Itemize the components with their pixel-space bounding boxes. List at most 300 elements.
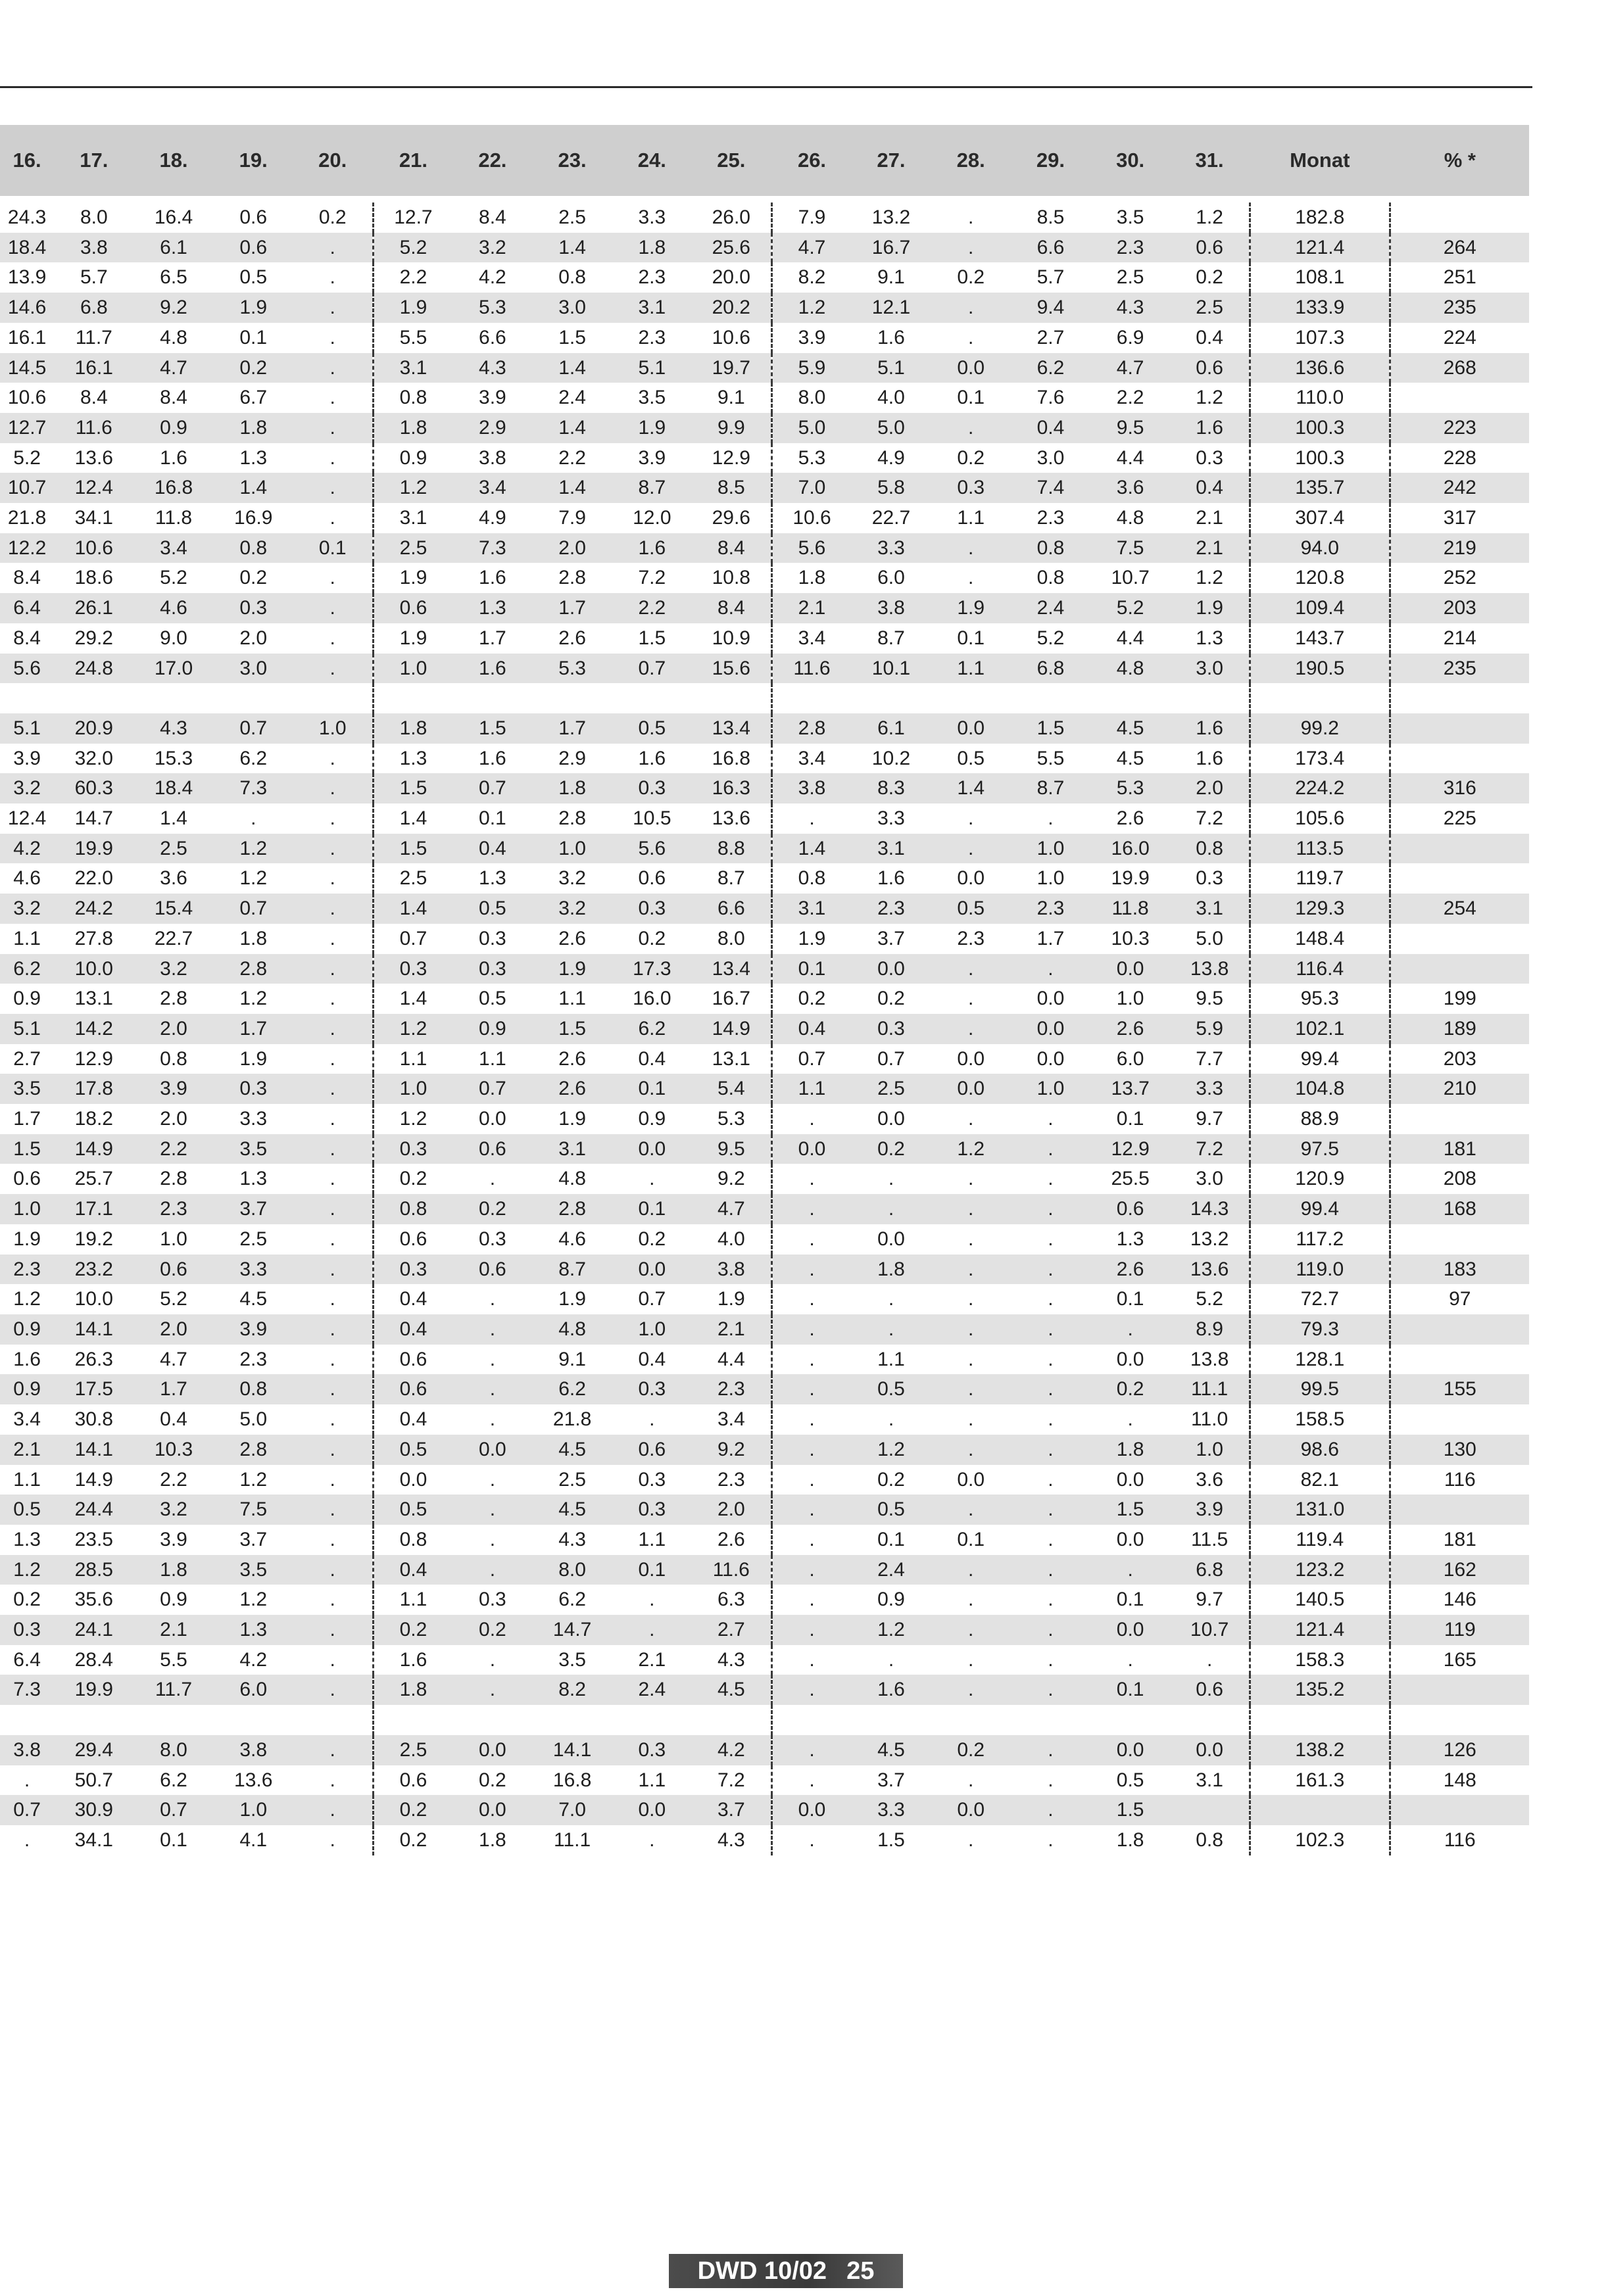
table-cell: 14.1: [533, 1735, 612, 1765]
table-cell: .: [809, 1288, 815, 1310]
table-cell: 8.4: [692, 533, 771, 563]
table-row: [0, 563, 1529, 593]
table-cell: 4.5: [851, 1735, 931, 1765]
table-cell: .: [1048, 1288, 1054, 1310]
page-number: 25: [846, 2257, 875, 2285]
column-header: 23.: [533, 125, 612, 199]
table-cell: .: [931, 533, 1011, 563]
table-cell: 14.9: [74, 1468, 113, 1491]
table-cell: .: [809, 1528, 815, 1550]
table-cell: 7.3: [0, 1675, 54, 1705]
table-cell: 119.0: [1250, 1255, 1390, 1285]
table-cell: 0.8: [399, 1528, 427, 1550]
table-cell: 14.9: [54, 1134, 134, 1164]
table-cell: 0.1: [612, 1074, 692, 1104]
table-cell: 0.6: [399, 1769, 427, 1791]
table-row: [0, 593, 1529, 623]
table-cell: .: [809, 1408, 815, 1431]
table-cell: 3.8: [771, 773, 851, 803]
table-cell: 12.9: [692, 443, 771, 473]
table-cell: [134, 1705, 213, 1735]
table-cell: 2.3: [638, 266, 666, 289]
table-cell: 1.6: [1170, 413, 1250, 443]
table-row: [0, 1345, 1529, 1375]
table-cell: [1390, 683, 1529, 713]
table-cell: .: [293, 293, 373, 323]
table-cell: .: [1048, 1108, 1054, 1130]
table-cell: 7.6: [1036, 387, 1065, 409]
table-cell: .: [931, 834, 1011, 864]
table-cell: 4.6: [13, 867, 41, 890]
table-cell: .: [1011, 954, 1090, 984]
table-cell: 108.1: [1250, 262, 1390, 293]
column-header: 19.: [214, 125, 293, 199]
table-cell: 2.5: [1116, 266, 1144, 289]
table-cell: 0.2: [214, 353, 293, 383]
table-row: [0, 654, 1529, 684]
table-cell: .: [452, 1314, 532, 1345]
table-cell: .: [293, 954, 373, 984]
table-cell: 146: [1443, 1589, 1476, 1611]
table-cell: 181: [1443, 1528, 1476, 1550]
table-cell: 168: [1390, 1194, 1529, 1224]
table-cell: 4.3: [692, 1645, 771, 1675]
table-cell: 22.7: [871, 507, 911, 529]
table-cell: 0.3: [638, 1468, 666, 1491]
table-cell: 13.9: [7, 266, 47, 289]
table-cell: 1.2: [399, 1108, 427, 1130]
table-cell: 4.6: [558, 1228, 586, 1250]
table-cell: 0.0: [1116, 1468, 1144, 1491]
table-cell: 0.0: [957, 1047, 985, 1070]
table-row: [0, 623, 1529, 654]
table-row: [0, 1495, 1529, 1525]
table-cell: .: [851, 1314, 931, 1345]
table-cell: 120.9: [1250, 1164, 1390, 1194]
table-cell: 2.1: [1170, 533, 1250, 563]
table-cell: 2.3: [692, 1374, 771, 1404]
table-cell: [533, 683, 612, 713]
table-cell: .: [931, 1495, 1011, 1525]
table-cell: 26.0: [692, 199, 771, 233]
table-cell: 3.6: [1090, 473, 1170, 503]
table-cell: 2.3: [0, 1255, 54, 1285]
table-cell: 254: [1390, 894, 1529, 924]
table-cell: 208: [1443, 1168, 1476, 1190]
table-cell: .: [931, 1194, 1011, 1224]
table-cell: 2.5: [558, 1468, 586, 1491]
table-cell: 2.6: [533, 1074, 612, 1104]
table-cell: 0.5: [0, 1495, 54, 1525]
table-cell: 0.8: [214, 533, 293, 563]
table-cell: .: [968, 988, 974, 1010]
table-cell: .: [293, 383, 373, 413]
table-row: [0, 503, 1529, 533]
table-cell: 1.1: [957, 507, 985, 529]
table-cell: 10.0: [74, 1288, 113, 1310]
table-cell: 3.7: [877, 927, 905, 949]
table-cell: 235: [1390, 293, 1529, 323]
table-cell: .: [931, 199, 1011, 233]
table-cell: 1.0: [214, 1795, 293, 1825]
table-cell: .: [809, 1648, 815, 1671]
table-row: [0, 353, 1529, 383]
table-cell: 2.6: [1090, 1255, 1170, 1285]
table-cell: 123.2: [1250, 1555, 1390, 1585]
table-cell: 1.1: [638, 1769, 666, 1791]
table-cell: .: [293, 593, 373, 623]
table-cell: [692, 1705, 771, 1735]
table-cell: [1390, 744, 1529, 774]
table-cell: 0.5: [452, 894, 532, 924]
table-cell: [1390, 1795, 1529, 1825]
table-cell: 307.4: [1250, 503, 1390, 533]
table-cell: 1.1: [399, 1589, 427, 1611]
table-cell: 219: [1390, 533, 1529, 563]
table-cell: 1.0: [0, 1194, 54, 1224]
table-cell: 1.3: [239, 446, 268, 469]
table-cell: 1.4: [931, 773, 1011, 803]
column-header: 22.: [452, 125, 532, 199]
table-cell: 6.7: [239, 387, 268, 409]
table-cell: 13.6: [74, 446, 113, 469]
table-cell: 0.6: [134, 1255, 213, 1285]
table-cell: 214: [1443, 627, 1476, 649]
table-cell: .: [293, 1314, 373, 1345]
table-cell: .: [771, 1735, 851, 1765]
table-cell: 2.9: [452, 413, 532, 443]
table-cell: 2.8: [558, 567, 586, 589]
table-cell: 1.3: [239, 1168, 268, 1190]
table-cell: 5.3: [533, 654, 612, 684]
table-cell: 4.4: [1116, 446, 1144, 469]
table-cell: [1170, 1705, 1250, 1735]
table-cell: 11.1: [554, 1829, 591, 1851]
table-cell: .: [293, 1735, 373, 1765]
table-cell: 1.8: [533, 773, 612, 803]
table-cell: 1.9: [13, 1228, 41, 1250]
table-cell: 17.3: [612, 954, 692, 984]
table-cell: 13.6: [692, 803, 771, 834]
table-cell: 1.3: [1170, 623, 1250, 654]
table-cell: 0.2: [877, 1468, 905, 1491]
table-cell: .: [1048, 1769, 1054, 1791]
table-cell: 1.5: [558, 326, 586, 348]
table-cell: .: [1048, 1408, 1054, 1431]
table-cell: [1390, 1495, 1529, 1525]
table-cell: 4.7: [771, 233, 851, 263]
table-cell: 10.9: [692, 623, 771, 654]
table-cell: 0.6: [373, 593, 452, 623]
table-cell: 6.1: [134, 233, 213, 263]
table-cell: 4.2: [692, 1735, 771, 1765]
table-cell: 0.0: [877, 1108, 905, 1130]
table-row: [0, 1645, 1529, 1675]
table-cell: 1.6: [160, 446, 187, 469]
table-cell: .: [1127, 1408, 1133, 1431]
table-cell: 3.5: [0, 1074, 54, 1104]
table-cell: 0.2: [957, 266, 985, 289]
table-cell: 3.4: [798, 747, 826, 769]
table-cell: 14.1: [54, 1314, 134, 1345]
table-cell: 17.1: [54, 1194, 134, 1224]
table-cell: 9.2: [692, 1164, 771, 1194]
table-cell: .: [293, 262, 373, 293]
table-cell: [1390, 1345, 1529, 1375]
table-cell: 11.7: [134, 1675, 213, 1705]
table-cell: 0.2: [638, 1228, 666, 1250]
table-cell: 1.2: [0, 1555, 54, 1585]
table-cell: 10.5: [633, 807, 671, 830]
table-cell: 0.2: [399, 1168, 427, 1190]
table-cell: .: [1011, 1374, 1090, 1404]
table-cell: 1.4: [160, 807, 187, 830]
table-cell: 4.4: [1116, 627, 1144, 649]
table-cell: [1170, 683, 1250, 713]
table-cell: 1.9: [558, 1108, 586, 1130]
table-cell: 4.3: [452, 353, 532, 383]
table-cell: 10.6: [54, 533, 134, 563]
table-cell: 0.0: [399, 1468, 427, 1491]
table-row: [0, 1014, 1529, 1044]
table-cell: .: [1011, 1795, 1090, 1825]
table-cell: .: [293, 1044, 373, 1074]
table-cell: .: [293, 744, 373, 774]
table-cell: 13.6: [1170, 1255, 1250, 1285]
table-cell: 3.3: [239, 1108, 268, 1130]
table-cell: 5.2: [160, 567, 187, 589]
table-cell: 8.7: [692, 863, 771, 894]
table-cell: .: [293, 1194, 373, 1224]
table-row: [0, 1465, 1529, 1495]
table-cell: 4.5: [239, 1288, 268, 1310]
table-cell: 181: [1390, 1134, 1529, 1164]
table-row: [0, 1705, 1529, 1735]
table-cell: [0, 683, 54, 713]
table-cell: 8.4: [13, 567, 41, 589]
column-header: 21.: [373, 125, 452, 199]
table-cell: 10.6: [692, 323, 771, 353]
table-row: [0, 323, 1529, 353]
table-cell: .: [649, 1168, 655, 1190]
table-cell: 23.2: [54, 1255, 134, 1285]
table-cell: 8.9: [1170, 1314, 1250, 1345]
table-cell: 0.2: [239, 567, 268, 589]
table-cell: .: [888, 1408, 894, 1431]
table-cell: 0.0: [1116, 1348, 1144, 1370]
table-row: [0, 744, 1529, 774]
table-row: [0, 1765, 1529, 1796]
table-cell: 0.3: [479, 1589, 506, 1611]
table-cell: .: [931, 1675, 1011, 1705]
table-cell: 12.9: [1090, 1134, 1170, 1164]
column-header: 16.: [0, 125, 54, 199]
table-cell: 1.6: [851, 1675, 931, 1705]
table-cell: 2.3: [1090, 233, 1170, 263]
table-row: [0, 1404, 1529, 1435]
table-cell: .: [968, 1829, 974, 1851]
table-row: [0, 1224, 1529, 1255]
table-cell: 126: [1390, 1735, 1529, 1765]
table-cell: 1.8: [798, 567, 826, 589]
table-cell: 5.2: [373, 233, 452, 263]
table-cell: .: [293, 1134, 373, 1164]
table-cell: 11.1: [1170, 1374, 1250, 1404]
table-cell: 1.9: [931, 593, 1011, 623]
table-cell: .: [1090, 1314, 1170, 1345]
table-cell: 0.4: [399, 1288, 427, 1310]
table-cell: 6.4: [0, 593, 54, 623]
table-cell: 0.1: [957, 627, 985, 649]
table-cell: 0.8: [373, 1194, 452, 1224]
table-cell: .: [771, 1255, 851, 1285]
table-cell: 13.4: [692, 954, 771, 984]
table-cell: 4.5: [533, 1495, 612, 1525]
table-cell: 11.6: [54, 413, 134, 443]
table-cell: 17.0: [134, 654, 213, 684]
table-cell: 32.0: [74, 747, 113, 769]
table-cell: 3.1: [851, 834, 931, 864]
table-cell: 10.6: [7, 387, 47, 409]
table-cell: 0.6: [373, 1374, 452, 1404]
table-cell: 6.3: [692, 1585, 771, 1615]
table-cell: 1.6: [452, 654, 532, 684]
table-cell: 35.6: [74, 1589, 113, 1611]
table-cell: 0.0: [931, 353, 1011, 383]
table-cell: 8.7: [533, 1255, 612, 1285]
table-cell: 5.6: [0, 654, 54, 684]
table-cell: 9.5: [692, 1134, 771, 1164]
table-cell: 235: [1390, 654, 1529, 684]
table-cell: .: [851, 1194, 931, 1224]
table-row: [0, 894, 1529, 924]
table-cell: 0.9: [638, 1108, 666, 1130]
table-cell: 2.1: [771, 593, 851, 623]
table-cell: 2.7: [13, 1047, 41, 1070]
table-cell: 4.5: [1116, 747, 1144, 769]
table-cell: 3.4: [134, 533, 213, 563]
table-cell: 116: [1444, 1468, 1476, 1491]
table-cell: 1.8: [214, 413, 293, 443]
table-cell: 5.2: [13, 446, 41, 469]
table-cell: 8.4: [692, 593, 771, 623]
table-cell: [1390, 1314, 1529, 1345]
table-cell: 1.9: [399, 567, 427, 589]
table-cell: 19.9: [54, 834, 134, 864]
table-row: [0, 1134, 1529, 1164]
table-cell: 1.9: [399, 627, 427, 649]
table-cell: .: [771, 1495, 851, 1525]
column-header: 30.: [1090, 125, 1170, 199]
table-cell: 9.2: [692, 1435, 771, 1465]
table-cell: 16.8: [552, 1769, 592, 1791]
table-row: [0, 293, 1529, 323]
table-cell: 1.1: [13, 1468, 41, 1491]
table-cell: .: [771, 1374, 851, 1404]
table-cell: 0.9: [0, 1374, 54, 1404]
table-row: [0, 773, 1529, 803]
table-cell: 0.7: [214, 894, 293, 924]
table-cell: 0.1: [877, 1528, 905, 1550]
table-cell: 3.8: [0, 1735, 54, 1765]
table-row: [0, 383, 1529, 413]
table-row: [0, 984, 1529, 1014]
table-cell: 0.0: [1036, 1047, 1065, 1070]
table-cell: 1.0: [1011, 1074, 1090, 1104]
table-cell: 8.0: [798, 387, 826, 409]
table-cell: 3.8: [692, 1255, 771, 1285]
table-cell: 4.8: [1090, 654, 1170, 684]
table-cell: 12.4: [7, 807, 47, 830]
table-cell: 0.1: [612, 1555, 692, 1585]
table-cell: 3.0: [1170, 654, 1250, 684]
table-cell: 0.2: [399, 1829, 427, 1851]
table-cell: 0.5: [931, 894, 1011, 924]
table-cell: 0.1: [1116, 1589, 1144, 1611]
table-cell: 1.2: [239, 867, 268, 890]
column-header: 29.: [1011, 125, 1090, 199]
table-cell: 10.3: [134, 1435, 213, 1465]
table-cell: 6.6: [1011, 233, 1090, 263]
table-cell: 3.6: [1170, 1465, 1250, 1495]
table-row: [0, 1284, 1529, 1314]
table-cell: 117.2: [1250, 1224, 1390, 1255]
table-cell: 14.7: [74, 807, 113, 830]
table-cell: [1390, 863, 1529, 894]
table-cell: 109.4: [1250, 593, 1390, 623]
table-cell: 1.8: [134, 1555, 213, 1585]
table-cell: 0.5: [957, 747, 985, 769]
table-cell: 1.1: [931, 654, 1011, 684]
table-cell: 3.9: [160, 1528, 187, 1550]
table-cell: 18.4: [0, 233, 54, 263]
table-cell: 1.2: [239, 988, 268, 1010]
table-row: [0, 1675, 1529, 1705]
table-cell: 3.7: [877, 1769, 905, 1791]
table-cell: 0.8: [160, 1047, 187, 1070]
table-cell: 6.2: [558, 1589, 586, 1611]
table-cell: 317: [1443, 507, 1476, 529]
table-cell: 1.6: [399, 1648, 427, 1671]
table-cell: 27.8: [74, 927, 113, 949]
table-cell: 1.7: [134, 1374, 213, 1404]
table-cell: 0.4: [373, 1555, 452, 1585]
table-cell: 9.7: [1170, 1104, 1250, 1134]
table-cell: 97: [1449, 1288, 1471, 1310]
table-cell: 3.9: [638, 446, 666, 469]
table-cell: [692, 683, 771, 713]
table-cell: 0.5: [373, 1495, 452, 1525]
table-cell: 3.3: [851, 533, 931, 563]
table-cell: 19.9: [54, 1675, 134, 1705]
table-cell: 3.9: [214, 1314, 293, 1345]
table-cell: [1090, 1705, 1170, 1735]
table-cell: 3.5: [214, 1134, 293, 1164]
table-cell: 16.0: [1090, 834, 1170, 864]
table-cell: 14.7: [533, 1615, 612, 1645]
table-cell: 0.2: [373, 1795, 452, 1825]
table-cell: 3.7: [214, 1194, 293, 1224]
table-cell: 7.0: [771, 473, 851, 503]
table-cell: .: [1170, 1645, 1250, 1675]
top-rule: [0, 86, 1532, 88]
table-cell: 0.1: [1090, 1675, 1170, 1705]
table-cell: 0.7: [798, 1047, 826, 1070]
table-cell: 210: [1390, 1074, 1529, 1104]
table-cell: 5.3: [798, 446, 826, 469]
table-cell: 0.7: [452, 1074, 532, 1104]
table-row: [0, 924, 1529, 954]
